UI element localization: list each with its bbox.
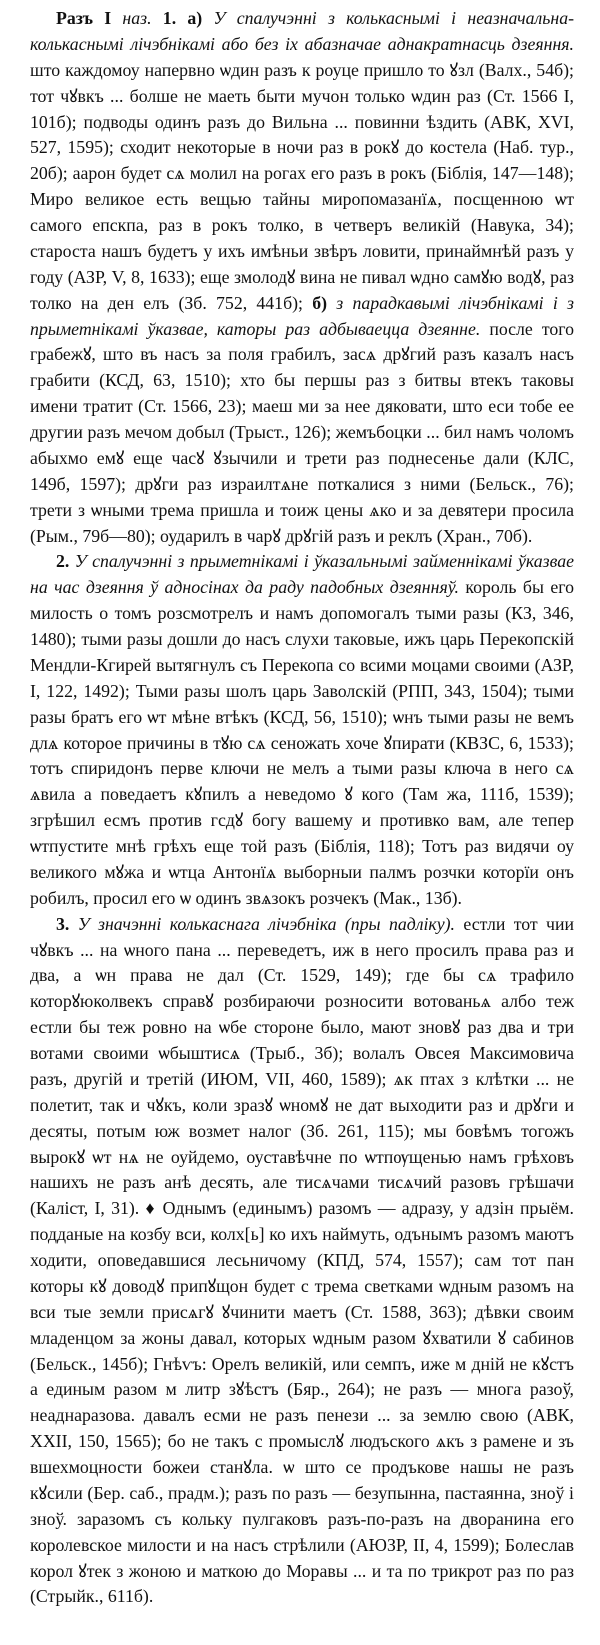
sense-citations: король бы его милость о томъ розсмотрелъ и намъ допомогалъ тыми разы (КЗ, 346, 1480); тыми разы дошли до насъ слухи таковые, ижъ царь Перекопскій Мендли-Кгирей вытягнулъ съ Перекопа со всими моцами своими (АЗР, I, 122, 1492); Тыми разы шолъ царь Заволскій (РПП, 343, 1504); тыми разы братъ его ѡт мѣне втѣкъ (КСД, 56, 1510); ѡнъ тыми разы не вемъ длѧ которое причины в тꙋю сѧ сеножать хоче ꙋпирати (КВЗС, 6, 1533); тотъ спиридонъ перве ключи не мелъ а тыми разы ключа в него сѧ ѧвила а поведаетъ кꙋпилъ а неведомо ꙋ кого (Там жа, 111б, 1539); згрѣшил есмъ против гсдꙋ богу вашему и противко вам, але тепер ѡтпустите мнѣ грѣхъ еще той разъ (Біблія, 118); Тотъ раз видячи оу великого мꙋжа и ѡтца Антонїѧ выборныи палмъ розчки которїи онъ робилъ, просил его ѡ одинъ звѧзокъ розчекъ (Мак., 13б). bbox=[30, 577, 574, 908]
entry-sense-2 bbox=[30, 549, 574, 911]
sense-citations: после того грабежꙋ, што въ насъ за поля грабилъ, засѧ дрꙋгий разъ казалъ насъ грабити (КСД, 63, 1510); хто бы першы раз з битвы втекъ таковы имени тратит (Ст. 1566, 23); маеш ми за нее дяковати, што еси тобе ее другии разъ мечом добыл (Трыст., 126); жемъбоцки ... бил намъ чоломъ абыхмо емꙋ еще часꙋ ꙋзычили и трети раз поднесенье дали (КЛС, 149б, 1597); дрꙋги раз израилтѧне поткалися з ними (Бельск., 76); трети з ѡными трема пришла и тоиж цены ѧко и за девятери просила (Рым., 79б—80); оударилъ в чарꙋ дрꙋгій разъ и реклъ (Хран., 70б). bbox=[30, 318, 574, 546]
sense-number: 1. а) bbox=[162, 8, 203, 28]
sense-number: 2. bbox=[56, 551, 70, 572]
entry-sense-1a bbox=[30, 6, 574, 549]
sense-gloss: У спалучэнні з прыметнікамі і ўказальнымі займеннікамі ўказвае на час дзеяння ў адносінах да раду падобных дзеянняў. bbox=[30, 551, 575, 598]
sense-number: 3. bbox=[56, 913, 70, 934]
grammar-label: наз. bbox=[122, 8, 152, 28]
entry-sense-3 bbox=[30, 912, 574, 1611]
sense-number: б) bbox=[312, 292, 328, 313]
sense-citations: што каждомоу напервно ѡдин разъ к роуце пришло то ꙋзл (Валх., 54б); тот чꙋвкъ ... болше не маеть быти мучон только ѡдин раз (Ст. 1566 I, 101б); подводы одинъ разъ до Вильна ... повинни ѣздить (АВК, XVI, 527, 1595); сходит некоторые в ночи раз в рокꙋ до костела (Наб. тур., 20б); аарон будет сѧ молил на рогах его разъ в рокъ (Біблія, 147—148); Миро великое есть вещью тайны миропомазанїѧ, посщенною ѡт самого епскпа, раз в рокъ толко, в четверъ великій (Навука, 34); староста нашъ будетъ у ихъ имѣньи звѣръ ловити, принаймнѣй разъ у году (АЗР, V, 8, 1633); еще змолодꙋ вина не пивал ѡдно самꙋю водꙋ, раз толко на ден елъ (Зб. 752, 441б); bbox=[30, 59, 574, 313]
sense-gloss: У спалучэнні з колькаснымі і неазначальна-колькаснымі лічэбнікамі або без іх абазначае аднакратнасць дзеяння. bbox=[30, 8, 575, 54]
headword: Разъ I bbox=[56, 8, 112, 28]
sense-citations: естли тот чии чꙋвкъ ... на ѡного пана ... переведетъ, иж в него просилъ права раз и два, а ѡн права не дал (Ст. 1529, 149); где бы сѧ трафило которꙋюколвекъ справꙋ розбираючи розносити вотованьѧ албо теж естли бы теж ровно на ѡбе стороне было, мают зновꙋ раз два и три вотами своими ѡбыштисѧ (Трыб., 3б); волалъ Овсея Максимовича разъ, другій и третій (ИЮМ, VII, 460, 1589); ѧк птах з клѣтки ... не полетит, так и чꙋкъ, коли зразꙋ ѡномꙋ не дат выходити раз и дрꙋги и десяты, потым юж возмет налог (Зб. 261, 115); мы бовѣмъ тогожъ вырокꙋ ѡт нѧ не оуйдемо, оуставѣчне по ѡтпѹщенью намъ грѣховъ нашихъ не разъ анѣ десять, але тисѧчами тисѧчий разовъ грѣшачи (Каліст, I, 31). ♦ Однымъ (единымъ) разомъ — адразу, у адзін прыём. подданые на козбу вси, колх[ь] ко ихъ наймуть, одънымъ разомъ маютъ ходити, оповедавшися лесьничому (КПД, 574, 1557); сам тот пан которы кꙋ доводꙋ припꙋщон будет с трема светками ѡдным разомъ на вси тые земли присѧгꙋ ꙋчинити маетъ (Ст. 1588, 363); дѣвки своим младенцом за жоны давал, которых ѡдным разом ꙋхватили ꙋ сабинов (Бельск., 145б); Гнѣѵъ: Орелъ великій, или семпъ, иже м дній не кꙋстъ а единым разом м литр зꙋѣстъ (Бяр., 264); не разъ — многа разоў, неаднаразова. давалъ есми не разъ пенези ... за землю свою (АВК, XXII, 150, 1565); бо не такъ с промыслꙋ людъского ѧкъ з рамене и зъ вшехмоцности божеи станꙋла. ѡ што се продъкове нашы не разъ кꙋсили (Бер. саб., прадм.); разъ по разъ — безупынна, пастаянна, зноў і зноў. заразомъ съ кольку пулгаковъ разъ-по-разъ на дворанина его королевское милости и на насъ стрѣлили (АЮЗР, II, 4, 1599); Болеслав корол ꙋтек з жоною и маткою до Моравы ... и та по трикрот раз по раз (Стрыйк., 611б). bbox=[30, 913, 575, 1607]
sense-gloss: У значэнні колькаснага лічэбніка (пры падліку). bbox=[77, 913, 456, 934]
sense-gloss: з парадкавымі лічэбнікамі і з прыметнікамі ўказвае, каторы раз адбываецца дзеянне. bbox=[30, 292, 574, 339]
